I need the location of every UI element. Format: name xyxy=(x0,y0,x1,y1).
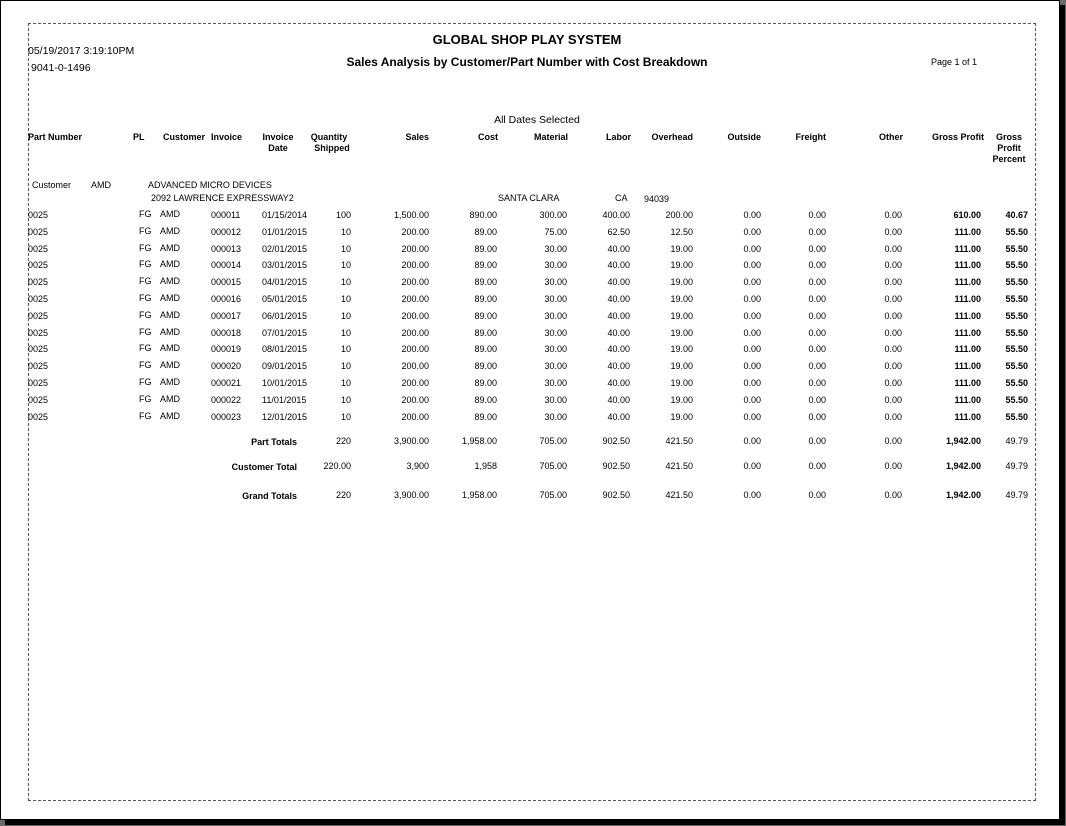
col-sales: Sales xyxy=(405,132,429,142)
cell-material: 30.00 xyxy=(544,310,567,321)
cell-overhead: 19.00 xyxy=(670,394,693,405)
cell-invoice: 000020 xyxy=(211,361,242,372)
total-cell-cost: 1,958 xyxy=(474,461,497,471)
cell-material: 300.00 xyxy=(539,210,567,220)
cell-sales: 200.00 xyxy=(401,294,429,304)
cell-overhead: 19.00 xyxy=(670,243,693,254)
cell-date: 12/01/2015 xyxy=(262,411,308,422)
cell-sales: 1,500.00 xyxy=(393,210,429,220)
cell-overhead: 19.00 xyxy=(670,344,693,355)
cell-part: 0025 xyxy=(28,378,49,388)
cell-other: 0.00 xyxy=(884,378,902,388)
cell-part: 0025 xyxy=(28,344,49,355)
cell-gp-pct: 40.67 xyxy=(1005,210,1028,220)
cell-qty: 10 xyxy=(340,394,351,405)
cell-invoice: 000022 xyxy=(211,394,242,405)
cell-customer: AMD xyxy=(160,410,180,421)
cell-part: 0025 xyxy=(28,210,49,220)
cell-labor: 40.00 xyxy=(607,344,630,355)
cell-other: 0.00 xyxy=(884,294,902,304)
total-cell-freight: 0.00 xyxy=(808,461,826,471)
cell-sales: 200.00 xyxy=(401,243,429,254)
total-cell-label: Grand Totals xyxy=(242,491,297,501)
cell-other: 0.00 xyxy=(884,310,902,321)
cell-material: 30.00 xyxy=(544,294,567,304)
total-cell-sales: 3,900.00 xyxy=(393,436,429,446)
cell-gp: 111.00 xyxy=(954,226,981,237)
total-cell-gp-pct: 49.79 xyxy=(1005,490,1028,500)
cell-part: 0025 xyxy=(28,327,49,338)
customer-name: ADVANCED MICRO DEVICES xyxy=(148,180,272,190)
cell-gp: 111.00 xyxy=(954,277,981,288)
table-row xyxy=(1,311,1059,327)
cell-qty: 10 xyxy=(340,411,351,422)
cell-freight: 0.00 xyxy=(808,260,826,271)
col-freight: Freight xyxy=(795,132,826,142)
total-cell-gp-pct: 49.79 xyxy=(1005,436,1028,446)
cell-gp-pct: 55.50 xyxy=(1005,243,1028,254)
cell-cost: 89.00 xyxy=(474,327,497,338)
table-row xyxy=(1,328,1059,344)
customer-label: Customer xyxy=(32,180,72,190)
cell-outside: 0.00 xyxy=(743,394,761,405)
col-invoice-date-line2: Date xyxy=(268,143,288,153)
cell-labor: 40.00 xyxy=(607,310,630,321)
total-cell-outside: 0.00 xyxy=(743,461,761,471)
total-cell-overhead: 421.50 xyxy=(665,461,693,471)
cell-other: 0.00 xyxy=(884,344,902,355)
customer-city: SANTA CLARA xyxy=(498,193,560,203)
cell-gp-pct: 55.50 xyxy=(1005,260,1028,271)
cell-qty: 10 xyxy=(340,243,351,254)
cell-gp-pct: 55.50 xyxy=(1005,277,1028,288)
cell-gp-pct: 55.50 xyxy=(1005,378,1028,388)
cell-material: 30.00 xyxy=(544,378,567,388)
cell-material: 30.00 xyxy=(544,361,567,372)
cell-gp: 111.00 xyxy=(954,344,981,355)
cell-labor: 40.00 xyxy=(607,277,630,288)
cell-material: 30.00 xyxy=(544,243,567,254)
cell-overhead: 200.00 xyxy=(665,210,693,220)
cell-gp: 111.00 xyxy=(954,327,981,338)
col-cost: Cost xyxy=(478,132,498,142)
cell-invoice: 000018 xyxy=(211,327,242,338)
col-labor: Labor xyxy=(605,132,631,142)
cell-gp-pct: 55.50 xyxy=(1005,411,1028,422)
col-material: Material xyxy=(533,132,568,142)
cell-other: 0.00 xyxy=(884,243,902,254)
table-row xyxy=(1,260,1059,276)
cell-part: 0025 xyxy=(28,310,49,321)
cell-outside: 0.00 xyxy=(743,411,761,422)
cell-freight: 0.00 xyxy=(808,277,826,288)
cell-material: 30.00 xyxy=(544,277,567,288)
cell-material: 30.00 xyxy=(544,394,567,405)
cell-overhead: 19.00 xyxy=(670,294,693,304)
customer-total-row xyxy=(1,461,1059,477)
report-date-time: 05/19/2017 3:19:10PM xyxy=(28,45,135,57)
cell-cost: 89.00 xyxy=(474,260,497,271)
cell-other: 0.00 xyxy=(884,327,902,338)
cell-gp-pct: 55.50 xyxy=(1005,344,1028,355)
cell-material: 30.00 xyxy=(544,344,567,355)
cell-date: 06/01/2015 xyxy=(262,310,308,321)
report-title: Sales Analysis by Customer/Part Number with Cost Breakdown xyxy=(346,55,708,69)
cell-outside: 0.00 xyxy=(743,243,761,254)
company-name: GLOBAL SHOP PLAY SYSTEM xyxy=(432,32,622,47)
cell-pl: FG xyxy=(139,309,152,320)
cell-cost: 89.00 xyxy=(474,226,497,237)
cell-invoice: 000016 xyxy=(211,294,242,304)
cell-qty: 10 xyxy=(340,378,351,388)
table-row xyxy=(1,378,1059,394)
cell-overhead: 12.50 xyxy=(670,226,693,237)
col-outside: Outside xyxy=(727,132,761,142)
cell-other: 0.00 xyxy=(884,277,902,288)
cell-freight: 0.00 xyxy=(808,394,826,405)
col-quantity-line1: Quantity xyxy=(310,132,348,142)
cell-cost: 89.00 xyxy=(474,411,497,422)
total-cell-cost: 1,958.00 xyxy=(461,436,497,446)
cell-invoice: 000015 xyxy=(211,277,242,288)
table-row xyxy=(1,412,1059,428)
col-part-number: Part Number xyxy=(28,132,83,142)
total-cell-material: 705.00 xyxy=(539,461,567,471)
cell-invoice: 000014 xyxy=(211,260,242,271)
cell-invoice: 000017 xyxy=(211,310,242,321)
cell-cost: 89.00 xyxy=(474,277,497,288)
total-cell-labor: 902.50 xyxy=(602,461,630,471)
cell-material: 30.00 xyxy=(544,411,567,422)
cell-qty: 10 xyxy=(340,310,351,321)
cell-date: 10/01/2015 xyxy=(262,378,308,388)
cell-invoice: 000013 xyxy=(211,243,242,254)
cell-pl: FG xyxy=(139,343,152,354)
col-quantity-line2: Shipped xyxy=(314,143,350,153)
cell-date: 07/01/2015 xyxy=(262,327,308,338)
cell-freight: 0.00 xyxy=(808,344,826,355)
cell-cost: 89.00 xyxy=(474,394,497,405)
part-totals-row xyxy=(1,436,1059,452)
total-cell-material: 705.00 xyxy=(539,490,567,500)
cell-labor: 62.50 xyxy=(607,226,630,237)
total-cell-gp: 1,942.00 xyxy=(945,436,981,446)
col-gp-percent-line3: Percent xyxy=(992,154,1026,164)
cell-freight: 0.00 xyxy=(808,210,826,220)
cell-freight: 0.00 xyxy=(808,243,826,254)
total-cell-labor: 902.50 xyxy=(602,490,630,500)
cell-material: 30.00 xyxy=(544,260,567,271)
cell-outside: 0.00 xyxy=(743,344,761,355)
cell-customer: AMD xyxy=(160,259,180,270)
cell-customer: AMD xyxy=(160,309,180,320)
cell-customer: AMD xyxy=(160,276,180,287)
cell-gp-pct: 55.50 xyxy=(1005,327,1028,338)
table-row xyxy=(1,227,1059,243)
cell-gp: 111.00 xyxy=(954,361,981,372)
cell-invoice: 000023 xyxy=(211,411,242,422)
cell-sales: 200.00 xyxy=(401,344,429,355)
cell-cost: 89.00 xyxy=(474,310,497,321)
page-number: Page 1 of 1 xyxy=(931,57,978,67)
cell-freight: 0.00 xyxy=(808,378,826,388)
cell-customer: AMD xyxy=(160,225,180,236)
table-row xyxy=(1,277,1059,293)
cell-gp-pct: 55.50 xyxy=(1005,226,1028,237)
cell-qty: 10 xyxy=(340,327,351,338)
cell-labor: 40.00 xyxy=(607,361,630,372)
total-cell-qty: 220 xyxy=(335,436,351,446)
cell-outside: 0.00 xyxy=(743,327,761,338)
total-cell-gp-pct: 49.79 xyxy=(1005,461,1028,471)
cell-labor: 40.00 xyxy=(607,260,630,271)
cell-customer: AMD xyxy=(160,209,180,219)
table-row xyxy=(1,210,1059,226)
total-cell-outside: 0.00 xyxy=(743,436,761,446)
cell-freight: 0.00 xyxy=(808,327,826,338)
cell-other: 0.00 xyxy=(884,361,902,372)
cell-customer: AMD xyxy=(160,377,180,387)
cell-outside: 0.00 xyxy=(743,361,761,372)
cell-cost: 890.00 xyxy=(469,210,497,220)
cell-qty: 10 xyxy=(340,226,351,237)
cell-pl: FG xyxy=(139,410,152,421)
total-cell-gp: 1,942.00 xyxy=(945,490,981,500)
total-cell-sales: 3,900 xyxy=(406,461,429,471)
total-cell-label: Customer Total xyxy=(231,462,297,472)
cell-overhead: 19.00 xyxy=(670,277,693,288)
cell-freight: 0.00 xyxy=(808,226,826,237)
cell-sales: 200.00 xyxy=(401,361,429,372)
cell-freight: 0.00 xyxy=(808,294,826,304)
cell-pl: FG xyxy=(139,293,152,303)
table-row xyxy=(1,395,1059,411)
cell-part: 0025 xyxy=(28,226,49,237)
cell-date: 09/01/2015 xyxy=(262,361,308,372)
cell-overhead: 19.00 xyxy=(670,260,693,271)
cell-labor: 40.00 xyxy=(607,294,630,304)
cell-pl: FG xyxy=(139,326,152,337)
cell-part: 0025 xyxy=(28,277,49,288)
cell-qty: 10 xyxy=(340,361,351,372)
cell-other: 0.00 xyxy=(884,394,902,405)
total-cell-other: 0.00 xyxy=(884,490,902,500)
cell-qty: 10 xyxy=(340,277,351,288)
cell-date: 04/01/2015 xyxy=(262,277,308,288)
cell-gp-pct: 55.50 xyxy=(1005,310,1028,321)
cell-overhead: 19.00 xyxy=(670,378,693,388)
cell-invoice: 000011 xyxy=(211,210,241,220)
cell-qty: 10 xyxy=(340,344,351,355)
col-invoice: Invoice xyxy=(211,132,243,142)
cell-outside: 0.00 xyxy=(743,277,761,288)
total-cell-other: 0.00 xyxy=(884,436,902,446)
cell-part: 0025 xyxy=(28,294,49,304)
cell-date: 01/15/2014 xyxy=(262,210,308,220)
cell-gp-pct: 55.50 xyxy=(1005,394,1028,405)
cell-cost: 89.00 xyxy=(474,361,497,372)
total-cell-overhead: 421.50 xyxy=(665,490,693,500)
cell-date: 01/01/2015 xyxy=(262,226,308,237)
cell-overhead: 19.00 xyxy=(670,411,693,422)
cell-customer: AMD xyxy=(160,242,180,253)
cell-sales: 200.00 xyxy=(401,277,429,288)
cell-labor: 40.00 xyxy=(607,378,630,388)
col-gp-percent-line2: Profit xyxy=(997,143,1021,153)
report-id: 9041-0-1496 xyxy=(31,62,91,74)
cell-gp-pct: 55.50 xyxy=(1005,361,1028,372)
cell-labor: 40.00 xyxy=(607,411,630,422)
table-row xyxy=(1,344,1059,360)
date-range-info: All Dates Selected xyxy=(494,114,580,126)
total-cell-material: 705.00 xyxy=(539,436,567,446)
cell-labor: 40.00 xyxy=(607,243,630,254)
col-pl: PL xyxy=(133,132,145,142)
col-overhead: Overhead xyxy=(651,132,693,142)
cell-qty: 10 xyxy=(340,260,351,271)
col-gross-profit: Gross Profit xyxy=(931,132,984,142)
cell-labor: 40.00 xyxy=(607,327,630,338)
cell-gp: 111.00 xyxy=(954,411,981,422)
cell-cost: 89.00 xyxy=(474,294,497,304)
cell-material: 30.00 xyxy=(544,327,567,338)
table-row xyxy=(1,294,1059,310)
cell-part: 0025 xyxy=(28,394,49,405)
col-invoice-date-line1: Invoice xyxy=(262,132,294,142)
cell-gp: 111.00 xyxy=(954,294,981,304)
cell-outside: 0.00 xyxy=(743,378,761,388)
total-cell-sales: 3,900.00 xyxy=(393,490,429,500)
cell-sales: 200.00 xyxy=(401,378,429,388)
total-cell-qty: 220.00 xyxy=(323,461,351,471)
cell-qty: 100 xyxy=(335,210,351,220)
cell-customer: AMD xyxy=(160,343,180,354)
cell-labor: 40.00 xyxy=(607,394,630,405)
cell-gp: 111.00 xyxy=(954,394,981,405)
customer-zip: 94039 xyxy=(644,194,670,204)
cell-sales: 200.00 xyxy=(401,394,429,405)
cell-labor: 400.00 xyxy=(602,210,630,220)
cell-gp: 111.00 xyxy=(954,243,981,254)
cell-pl: FG xyxy=(139,225,152,236)
col-customer: Customer xyxy=(163,132,206,142)
cell-customer: AMD xyxy=(160,293,180,303)
cell-date: 02/01/2015 xyxy=(262,243,308,254)
cell-outside: 0.00 xyxy=(743,210,761,220)
cell-sales: 200.00 xyxy=(401,411,429,422)
total-cell-outside: 0.00 xyxy=(743,490,761,500)
total-cell-other: 0.00 xyxy=(884,461,902,471)
cell-pl: FG xyxy=(139,360,152,371)
cell-gp: 111.00 xyxy=(954,260,981,271)
cell-overhead: 19.00 xyxy=(670,327,693,338)
cell-part: 0025 xyxy=(28,361,49,372)
cell-pl: FG xyxy=(139,276,152,287)
cell-other: 0.00 xyxy=(884,210,902,220)
col-gp-percent-line1: Gross xyxy=(995,132,1022,142)
cell-sales: 200.00 xyxy=(401,226,429,237)
cell-gp: 610.00 xyxy=(953,210,981,220)
table-row xyxy=(1,361,1059,377)
cell-pl: FG xyxy=(139,259,152,270)
cell-freight: 0.00 xyxy=(808,411,826,422)
cell-invoice: 000012 xyxy=(211,226,242,237)
customer-address: 2092 LAWRENCE EXPRESSWAY2 xyxy=(151,193,294,203)
cell-other: 0.00 xyxy=(884,226,902,237)
table-row xyxy=(1,244,1059,260)
cell-other: 0.00 xyxy=(884,411,902,422)
cell-freight: 0.00 xyxy=(808,310,826,321)
cell-date: 05/01/2015 xyxy=(262,294,308,304)
customer-code: AMD xyxy=(91,180,111,190)
cell-outside: 0.00 xyxy=(743,260,761,271)
cell-pl: FG xyxy=(139,393,152,404)
cell-overhead: 19.00 xyxy=(670,361,693,372)
cell-invoice: 000019 xyxy=(211,344,242,355)
cell-cost: 89.00 xyxy=(474,344,497,355)
cell-sales: 200.00 xyxy=(401,260,429,271)
cell-customer: AMD xyxy=(160,326,180,337)
cell-cost: 89.00 xyxy=(474,243,497,254)
cell-pl: FG xyxy=(139,242,152,253)
col-other: Other xyxy=(878,132,903,142)
cell-pl: FG xyxy=(139,209,152,219)
cell-material: 75.00 xyxy=(544,226,567,237)
grand-totals-row xyxy=(1,490,1059,506)
cell-gp-pct: 55.50 xyxy=(1005,294,1028,304)
cell-customer: AMD xyxy=(160,393,180,404)
cell-invoice: 000021 xyxy=(211,378,242,388)
total-cell-overhead: 421.50 xyxy=(665,436,693,446)
cell-date: 11/01/2015 xyxy=(262,394,307,405)
cell-other: 0.00 xyxy=(884,260,902,271)
total-cell-qty: 220 xyxy=(335,490,351,500)
cell-sales: 200.00 xyxy=(401,310,429,321)
cell-part: 0025 xyxy=(28,243,49,254)
total-cell-gp: 1,942.00 xyxy=(945,461,981,471)
total-cell-freight: 0.00 xyxy=(808,490,826,500)
total-cell-labor: 902.50 xyxy=(602,436,630,446)
cell-qty: 10 xyxy=(340,294,351,304)
cell-gp: 111.00 xyxy=(954,310,981,321)
cell-date: 03/01/2015 xyxy=(262,260,308,271)
cell-part: 0025 xyxy=(28,411,49,422)
total-cell-label: Part Totals xyxy=(251,437,297,447)
cell-overhead: 19.00 xyxy=(670,310,693,321)
cell-outside: 0.00 xyxy=(743,294,761,304)
customer-state: CA xyxy=(615,193,628,203)
cell-outside: 0.00 xyxy=(743,310,761,321)
total-cell-freight: 0.00 xyxy=(808,436,826,446)
cell-freight: 0.00 xyxy=(808,361,826,372)
total-cell-cost: 1,958.00 xyxy=(461,490,497,500)
cell-cost: 89.00 xyxy=(474,378,497,388)
cell-part: 0025 xyxy=(28,260,49,271)
cell-date: 08/01/2015 xyxy=(262,344,308,355)
cell-outside: 0.00 xyxy=(743,226,761,237)
cell-pl: FG xyxy=(139,377,152,387)
cell-sales: 200.00 xyxy=(401,327,429,338)
cell-customer: AMD xyxy=(160,360,180,371)
cell-gp: 111.00 xyxy=(954,378,981,388)
